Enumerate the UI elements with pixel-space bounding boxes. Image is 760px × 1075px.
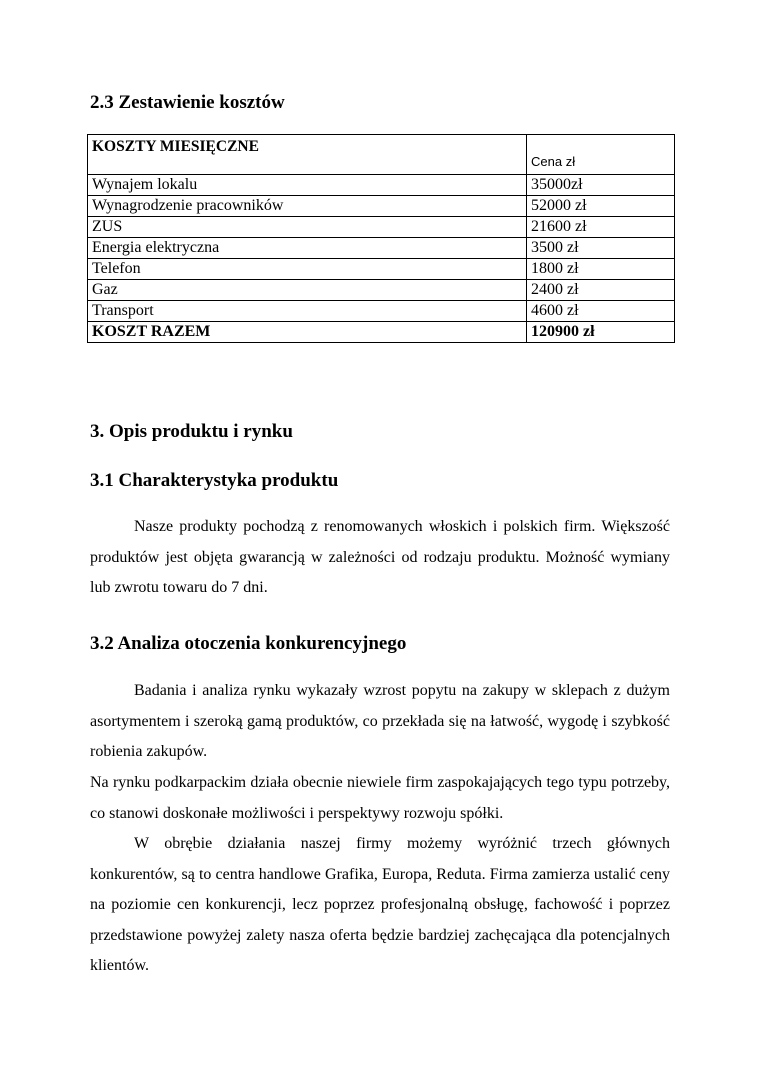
cost-price-cell: 21600 zł [527,217,675,238]
table-total-row [88,322,675,343]
cost-price-cell: 2400 zł [527,280,675,301]
total-price-cell: 120900 zł [527,322,675,343]
cost-price-cell: 1800 zł [527,259,675,280]
table-row [88,217,675,238]
cost-label-cell: Telefon [88,259,527,280]
table-header-row [88,135,675,175]
section-3-2-heading: 3.2 Analiza otoczenia konkurencyjnego [90,633,407,654]
cost-label-cell: Wynajem lokalu [88,175,527,196]
paragraph-text: Badania i analiza rynku wykazały wzrost popytu na zakupy w sklepach z dużym asortymentem i szeroką gamą produktów, co przekłada się na łatwość, wygodę i szybkość robienia zakupów. [90,682,670,760]
paragraph-text: W obrębie działania naszej firmy możemy wyróżnić trzech głównych konkurentów, są to centra handlowe Grafika, Europa, Reduta. Firma zamierza ustalić ceny na poziomie cen konkurencji, lecz poprzez profesjonalną obsługę, fachowość i poprzez przedstawione powyżej zalety nasza oferta będzie bardziej zachęcająca dla potencjalnych klientów. [90,835,670,974]
header-price-cell: Cena zł [527,135,675,175]
monthly-costs-table [87,134,675,343]
market-analysis-paragraph-1 [90,676,670,768]
cost-label-cell: Energia elektryczna [88,238,527,259]
section-2-3-heading: 2.3 Zestawienie kosztów [90,92,285,113]
table-row [88,238,675,259]
table-row [88,259,675,280]
header-label-cell: KOSZTY MIESIĘCZNE [88,135,527,175]
cost-label-cell: ZUS [88,217,527,238]
paragraph-text: Nasze produkty pochodzą z renomowanych włoskich i polskich firm. Większość produktów jest objęta gwarancją w zależności od rodzaju produktu. Możność wymiany lub zwrotu towaru do 7 dni. [90,518,670,596]
table-row [88,280,675,301]
table-row [88,196,675,217]
cost-label-cell: Gaz [88,280,527,301]
product-description-paragraph [90,512,670,604]
cost-label-cell: Wynagrodzenie pracowników [88,196,527,217]
table-row [88,301,675,322]
market-analysis-paragraph-3 [90,829,670,982]
cost-price-cell: 4600 zł [527,301,675,322]
paragraph-text: Na rynku podkarpackim działa obecnie niewiele firm zaspokajających tego typu potrzeby, co stanowi doskonałe możliwości i perspektywy rozwoju spółki. [90,774,670,822]
market-analysis-paragraph-2 [90,768,670,829]
section-3-heading: 3. Opis produktu i rynku [90,421,293,442]
cost-price-cell: 3500 zł [527,238,675,259]
section-3-1-heading: 3.1 Charakterystyka produktu [90,470,339,491]
cost-price-cell: 52000 zł [527,196,675,217]
table-row [88,175,675,196]
cost-price-cell: 35000zł [527,175,675,196]
cost-label-cell: Transport [88,301,527,322]
total-label-cell: KOSZT RAZEM [88,322,527,343]
